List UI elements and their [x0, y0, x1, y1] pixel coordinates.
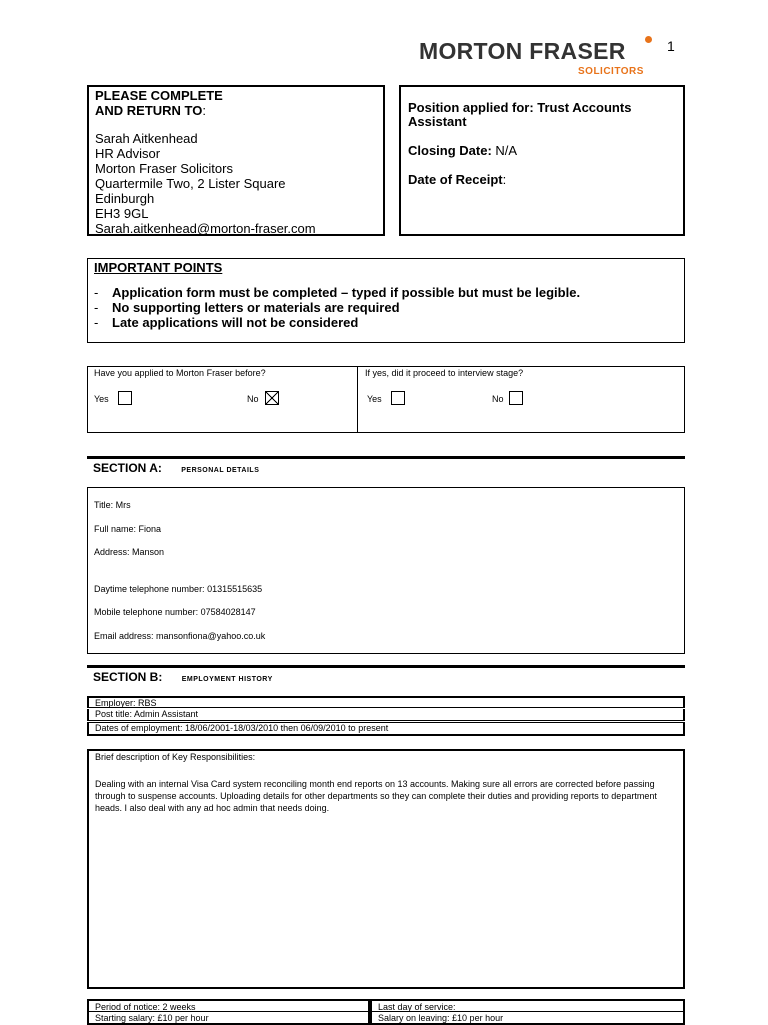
- return-address-box: [87, 85, 385, 236]
- employer-field[interactable]: Employer: RBS: [87, 696, 685, 708]
- important-points-title: IMPORTANT POINTS: [94, 260, 223, 275]
- section-a-subtitle: PERSONAL DETAILS: [181, 467, 260, 474]
- company-logo-subtitle: SOLICITORS: [578, 66, 644, 77]
- contact-email: Sarah.aitkenhead@morton-fraser.com: [95, 221, 316, 236]
- dates-of-employment-field[interactable]: Dates of employment: 18/06/2001-18/03/2010 then 06/09/2010 to present: [87, 722, 685, 736]
- last-day-field[interactable]: Last day of service:: [370, 999, 685, 1012]
- contact-company: Morton Fraser Solicitors: [95, 161, 233, 176]
- return-heading-line2: AND RETURN TO: [95, 103, 203, 118]
- responsibilities-label: Brief description of Key Responsibilities:: [95, 752, 256, 762]
- address-field[interactable]: Address: Manson: [94, 547, 165, 557]
- notice-period-field[interactable]: Period of notice: 2 weeks: [87, 999, 370, 1012]
- position-box: [399, 85, 685, 236]
- date-of-receipt-label: Date of Receipt: [408, 172, 503, 187]
- logo-dot-icon: [645, 36, 652, 43]
- q1-yes-label: Yes: [94, 394, 109, 404]
- company-logo-text: MORTON FRASER: [419, 38, 626, 64]
- starting-salary-field[interactable]: Starting salary: £10 per hour: [87, 1012, 370, 1025]
- return-heading-colon: :: [202, 103, 206, 118]
- q1-no-label: No: [247, 394, 259, 404]
- q2-yes-checkbox[interactable]: [391, 391, 405, 405]
- list-item: - Application form must be completed – typed if possible but must be legible.: [94, 285, 581, 300]
- leaving-salary-field[interactable]: Salary on leaving: £10 per hour: [370, 1012, 685, 1025]
- important-points-box: [87, 258, 685, 343]
- important-points-list: [94, 285, 678, 330]
- q2-no-checkbox[interactable]: [509, 391, 523, 405]
- divider: [357, 367, 358, 432]
- return-heading-line1: PLEASE COMPLETE: [95, 88, 223, 103]
- list-item: - No supporting letters or materials are required: [94, 300, 400, 315]
- title-field[interactable]: Title: Mrs: [94, 500, 131, 510]
- date-of-receipt-colon: :: [502, 172, 507, 187]
- contact-postcode: EH3 9GL: [95, 206, 149, 221]
- applied-before-question: Have you applied to Morton Fraser before?: [94, 368, 266, 378]
- position-applied: Position applied for: Trust Accounts Assistant: [408, 100, 632, 129]
- email-field[interactable]: Email address: mansonfiona@yahoo.co.uk: [94, 631, 266, 641]
- section-a-rule: [87, 456, 685, 459]
- q1-yes-checkbox[interactable]: [118, 391, 132, 405]
- applied-before-box: [87, 366, 685, 433]
- closing-date-label: Closing Date:: [408, 143, 492, 158]
- q2-no-label: No: [492, 394, 504, 404]
- section-b-subtitle: EMPLOYMENT HISTORY: [181, 676, 273, 683]
- full-name-field[interactable]: Full name: Fiona: [94, 524, 162, 534]
- responsibilities-text[interactable]: Dealing with an internal Visa Card system reconciling month end reports on 13 accounts. Making sure all errors are corrected before passing through to suspense accounts. Uploading details for other departments so they can complete their duties and providing reports to department heads. I also deal with any ad hoc admin that needs doing.: [95, 779, 657, 813]
- daytime-phone-field[interactable]: Daytime telephone number: 01315515635: [94, 584, 263, 594]
- q2-yes-label: Yes: [367, 394, 382, 404]
- post-title-field[interactable]: Post title: Admin Assistant: [87, 709, 685, 721]
- contact-city: Edinburgh: [95, 191, 155, 206]
- interview-stage-question: If yes, did it proceed to interview stage?: [365, 368, 524, 378]
- section-a-title: SECTION A: PERSONAL DETAILS: [93, 461, 260, 475]
- contact-name: Sarah Aitkenhead: [95, 131, 198, 146]
- contact-role: HR Advisor: [95, 146, 161, 161]
- page-number: 1: [667, 38, 675, 54]
- mobile-phone-field[interactable]: Mobile telephone number: 07584028147: [94, 607, 256, 617]
- section-b-title: SECTION B: EMPLOYMENT HISTORY: [93, 670, 273, 684]
- closing-date-value[interactable]: N/A: [491, 143, 518, 158]
- responsibilities-box: [87, 749, 685, 989]
- list-item: - Late applications will not be considered: [94, 315, 359, 330]
- section-b-rule: [87, 665, 685, 668]
- q1-no-checkbox[interactable]: [265, 391, 279, 405]
- personal-details-box: [87, 487, 685, 654]
- contact-street: Quartermile Two, 2 Lister Square: [95, 176, 286, 191]
